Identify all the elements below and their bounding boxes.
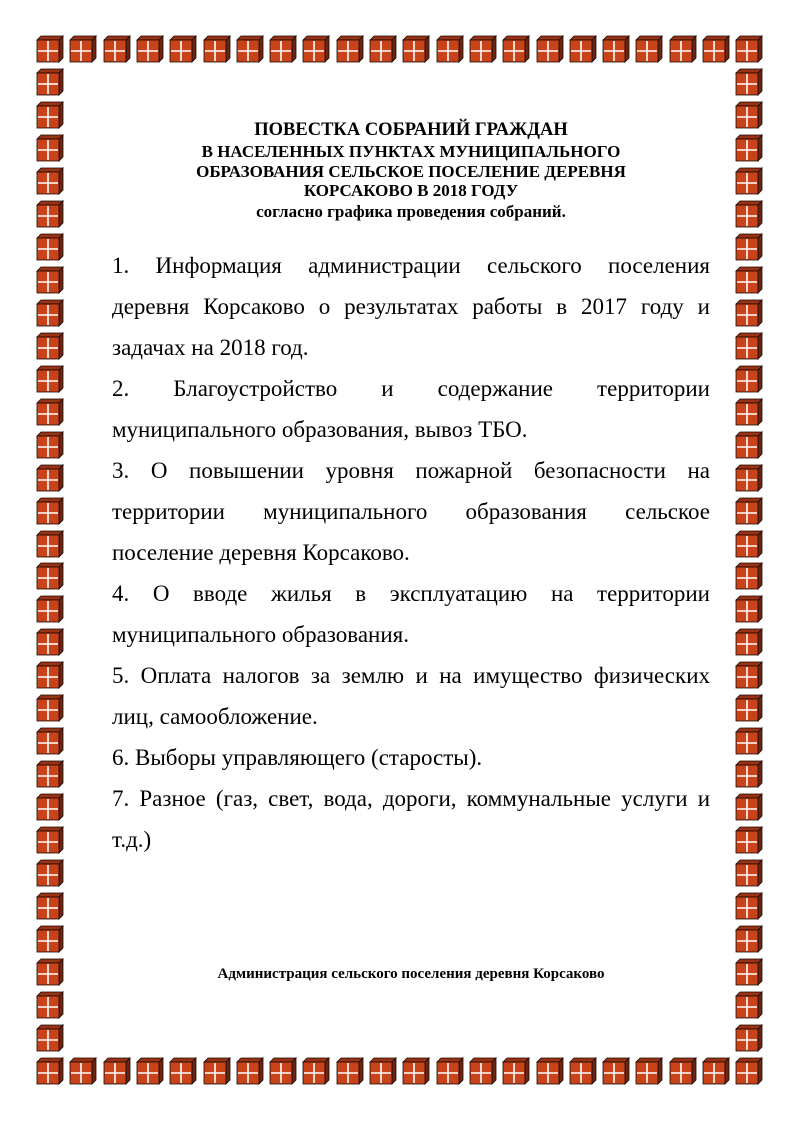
brick-block-icon [736,893,762,919]
brick-block-icon [37,926,63,952]
brick-block-icon [736,926,762,952]
heading-line-4: КОРСАКОВО В 2018 ГОДУ [303,181,519,200]
agenda-item: 7. Разное (газ, свет, вода, дороги, коммунальные услуги и т.д.) [112,785,710,852]
brick-block-icon [437,1058,463,1084]
brick-block-icon [736,333,762,359]
brick-block-icon [237,36,263,62]
brick-block-icon [736,596,762,622]
brick-block-icon [37,333,63,359]
brick-block-icon [37,629,63,655]
brick-block-icon [237,1058,263,1084]
brick-block-icon [736,234,762,260]
brick-block-icon [736,399,762,425]
brick-block-icon [70,36,96,62]
agenda-list [112,245,710,860]
brick-block-icon [736,827,762,853]
brick-block-icon [736,629,762,655]
brick-block-icon [37,69,63,95]
brick-block-icon [470,1058,496,1084]
brick-block-icon [37,267,63,293]
brick-block-icon [537,1058,563,1084]
brick-block-icon [170,1058,196,1084]
brick-block-icon [736,498,762,524]
brick-block-icon [337,1058,363,1084]
brick-block-icon [736,465,762,491]
brick-block-icon [736,267,762,293]
brick-block-icon [670,1058,696,1084]
brick-block-icon [37,234,63,260]
brick-block-icon [437,36,463,62]
brick-block-icon [37,860,63,886]
brick-block-icon [37,432,63,458]
brick-block-icon [736,1025,762,1051]
brick-block-icon [736,531,762,557]
brick-block-icon [736,432,762,458]
brick-block-icon [403,36,429,62]
brick-block-icon [570,1058,596,1084]
heading-subtitle: согласно графика проведения собраний. [256,201,566,221]
brick-block-icon [137,1058,163,1084]
agenda-item: 3. О повышении уровня пожарной безопасности на территории муниципального образования сельское поселение деревня Корсаково. [112,457,710,565]
brick-block-icon [636,36,662,62]
agenda-item: 2. Благоустройство и содержание территории муниципального образования, вывоз ТБО. [112,375,710,442]
brick-block-icon [736,36,762,62]
brick-block-icon [736,794,762,820]
document-body [112,118,710,860]
brick-block-icon [303,1058,329,1084]
brick-block-icon [37,596,63,622]
heading-line-2: В НАСЕЛЕННЫХ ПУНКТАХ МУНИЦИПАЛЬНОГО [201,142,621,161]
agenda-item: 4. О вводе жилья в эксплуатацию на территории муниципального образования. [112,580,710,647]
brick-block-icon [703,1058,729,1084]
brick-block-icon [736,201,762,227]
brick-block-icon [736,695,762,721]
brick-block-icon [37,728,63,754]
brick-block-icon [736,959,762,985]
brick-block-icon [470,36,496,62]
brick-block-icon [104,36,130,62]
brick-block-icon [37,1025,63,1051]
brick-block-icon [303,36,329,62]
heading-line-1: ПОВЕСТКА СОБРАНИЙ ГРАЖДАН [254,120,568,140]
brick-block-icon [104,1058,130,1084]
brick-block-icon [736,563,762,589]
brick-block-icon [736,662,762,688]
brick-block-icon [37,201,63,227]
brick-block-icon [204,36,230,62]
brick-block-icon [37,959,63,985]
agenda-item: 1. Информация администрации сельского поселения деревня Корсаково о результатах работы в 2017 году и задачах на 2018 год. [112,252,710,360]
brick-block-icon [37,794,63,820]
brick-block-icon [736,135,762,161]
brick-block-icon [70,1058,96,1084]
brick-block-icon [37,36,63,62]
brick-block-icon [37,531,63,557]
brick-block-icon [337,36,363,62]
brick-block-icon [537,36,563,62]
brick-block-icon [37,695,63,721]
brick-block-icon [270,36,296,62]
brick-block-icon [736,102,762,128]
brick-block-icon [503,36,529,62]
brick-block-icon [37,893,63,919]
brick-block-icon [37,300,63,326]
brick-block-icon [736,69,762,95]
agenda-item: 5. Оплата налогов за землю и на имущество физических лиц, самообложение. [112,662,710,729]
brick-block-icon [736,761,762,787]
brick-block-icon [37,1058,63,1084]
brick-block-icon [736,366,762,392]
brick-block-icon [736,992,762,1018]
brick-block-icon [37,465,63,491]
brick-block-icon [37,563,63,589]
brick-block-icon [37,102,63,128]
brick-block-icon [636,1058,662,1084]
brick-block-icon [370,36,396,62]
brick-block-icon [736,728,762,754]
brick-block-icon [603,1058,629,1084]
brick-block-icon [37,399,63,425]
brick-block-icon [503,1058,529,1084]
brick-block-icon [670,36,696,62]
brick-block-icon [736,300,762,326]
brick-block-icon [736,1058,762,1084]
brick-block-icon [137,36,163,62]
brick-block-icon [204,1058,230,1084]
brick-block-icon [603,36,629,62]
brick-block-icon [403,1058,429,1084]
brick-block-icon [37,498,63,524]
brick-block-icon [37,135,63,161]
brick-block-icon [370,1058,396,1084]
agenda-item: 6. Выборы управляющего (старосты). [112,744,483,770]
brick-block-icon [703,36,729,62]
brick-block-icon [270,1058,296,1084]
footer-signature: Администрация сельского поселения деревня Корсаково [217,966,605,982]
brick-block-icon [37,827,63,853]
brick-block-icon [736,168,762,194]
brick-block-icon [170,36,196,62]
brick-block-icon [37,168,63,194]
brick-block-icon [37,366,63,392]
brick-block-icon [37,992,63,1018]
brick-block-icon [37,761,63,787]
brick-block-icon [37,662,63,688]
document-heading [112,118,710,223]
brick-block-icon [736,860,762,886]
brick-block-icon [570,36,596,62]
heading-line-3: ОБРАЗОВАНИЯ СЕЛЬСКОЕ ПОСЕЛЕНИЕ ДЕРЕВНЯ [196,161,626,181]
